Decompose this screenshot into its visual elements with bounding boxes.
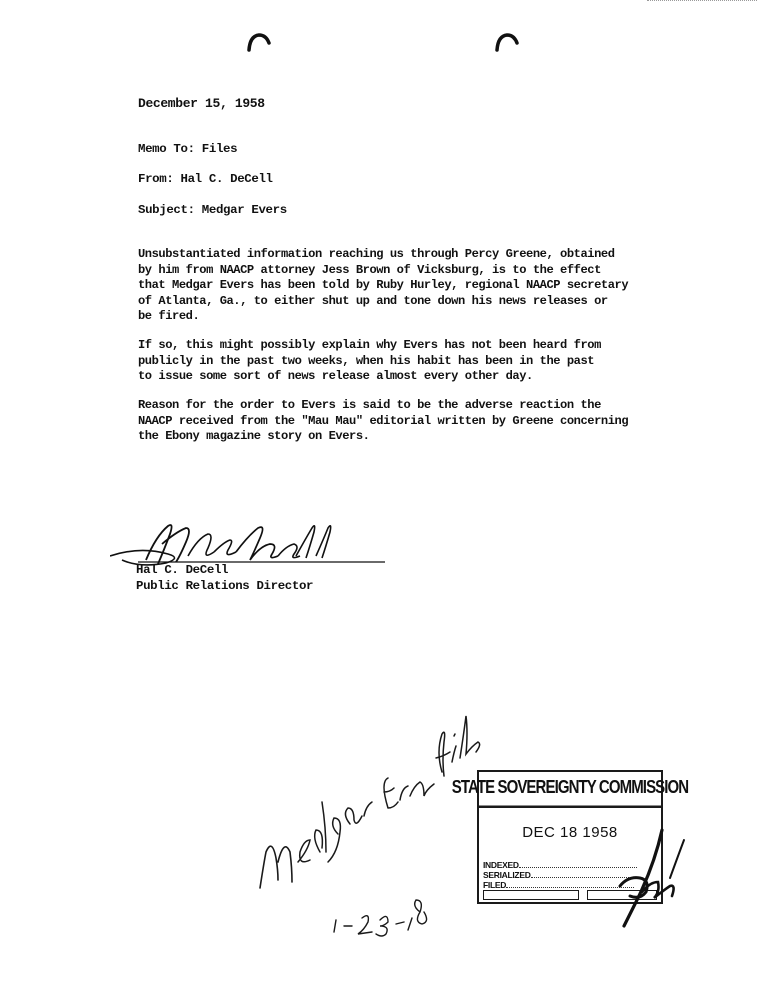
memo-to-line: Memo To: Files	[138, 142, 238, 156]
paragraph-line: that Medgar Evers has been told by Ruby Hurley, regional NAACP secretary	[138, 278, 629, 293]
stamp-date: DEC 18 1958	[522, 824, 618, 841]
memo-date: December 15, 1958	[138, 96, 265, 111]
paragraph-line: by him from NAACP attorney Jess Brown of Vicksburg, is to the effect	[138, 262, 601, 277]
stamp-row-label: FILED	[483, 880, 507, 890]
memo-subject-line: Subject: Medgar Evers	[138, 203, 287, 217]
memo-paragraph	[138, 398, 628, 445]
signature-title: Public Relations Director	[136, 579, 314, 593]
paragraph-line: Unsubstantiated information reaching us through Percy Greene, obtained	[138, 247, 615, 261]
stamp-row-label: INDEXED	[483, 860, 519, 870]
binder-hole-mark-icon	[494, 30, 520, 56]
paragraph-line: to issue some sort of news release almost every other day.	[138, 369, 533, 384]
paragraph-line: Reason for the order to Evers is said to be the adverse reaction the	[138, 398, 601, 412]
signature-name: Hal C. DeCell	[136, 563, 229, 577]
handwritten-file-note	[238, 712, 488, 952]
paragraph-line: of Atlanta, Ga., to either shut up and tone down his news releases or	[138, 293, 608, 308]
binder-hole-mark-icon	[246, 30, 272, 56]
memo-paragraph	[138, 338, 601, 385]
top-edge-dots	[647, 0, 757, 3]
paragraph-line: be fired.	[138, 309, 200, 324]
paragraph-line: If so, this might possibly explain why Evers has not been heard from	[138, 338, 601, 352]
memo-from-line: From: Hal C. DeCell	[138, 172, 273, 186]
stamp-box	[483, 890, 579, 900]
stamp-row-label: SERIALIZED	[483, 870, 531, 880]
memo-paragraph	[138, 247, 628, 325]
paragraph-line: NAACP received from the "Mau Mau" editorial written by Greene concerning	[138, 413, 629, 428]
stamp-header: STATE SOVEREIGNTY COMMISSION	[479, 768, 661, 808]
paragraph-line: publicly in the past two weeks, when his habit has been in the past	[138, 353, 595, 368]
paragraph-line: the Ebony magazine story on Evers.	[138, 429, 370, 444]
handwritten-initials	[600, 826, 686, 930]
